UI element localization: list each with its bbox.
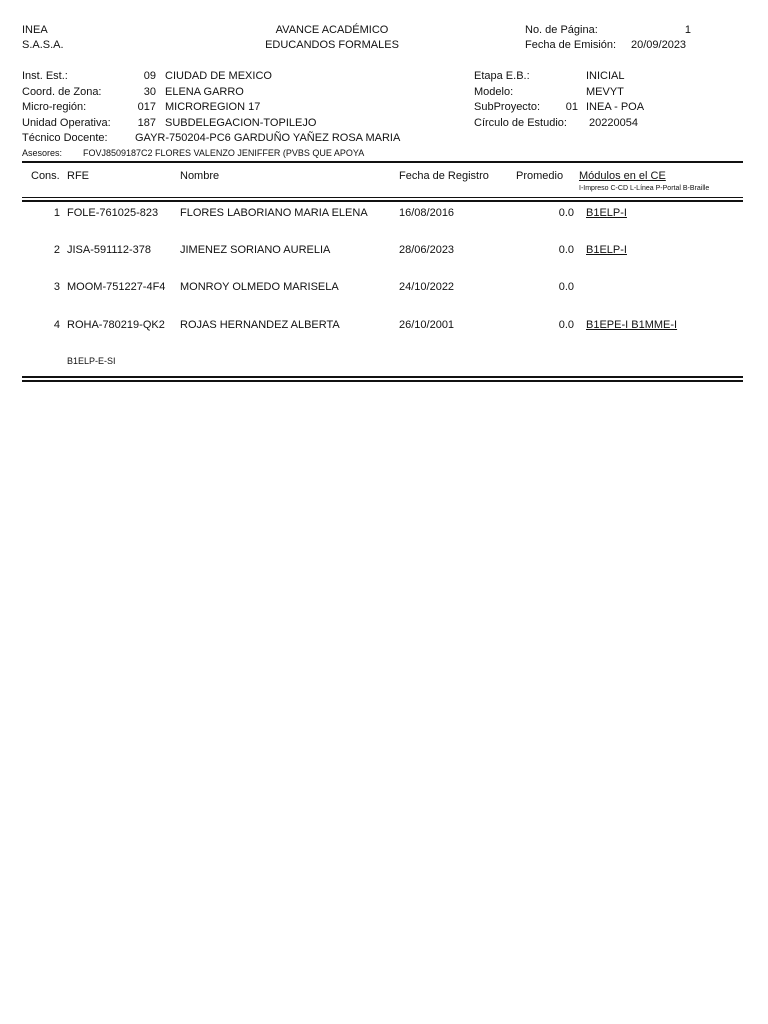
row-cons: 4 — [53, 319, 60, 331]
row-nombre: JIMENEZ SORIANO AURELIA — [180, 244, 331, 256]
sub-org-name: S.A.S.A. — [22, 39, 64, 51]
etapa-value: INICIAL — [586, 70, 625, 82]
header-top-rule — [22, 161, 743, 163]
row-rfe: FOLE-761025-823 — [67, 207, 159, 219]
col-promedio: Promedio — [516, 170, 564, 182]
row-rfe: MOOM-751227-4F4 — [67, 281, 166, 293]
coord-zona-value: ELENA GARRO — [165, 86, 244, 98]
col-modulos: Módulos en el CE — [579, 170, 666, 182]
row-promedio: 0.0 — [558, 281, 574, 293]
subproyecto-label: SubProyecto: — [474, 101, 541, 113]
row-fecha: 28/06/2023 — [399, 244, 455, 256]
page-number: 1 — [684, 24, 691, 36]
row-nombre: MONROY OLMEDO MARISELA — [180, 281, 339, 293]
row-fecha: 16/08/2016 — [399, 207, 455, 219]
row-footnote: B1ELP-E-SI — [67, 356, 116, 366]
subproyecto-value: INEA - POA — [586, 101, 645, 113]
footer-rule-1 — [22, 376, 743, 378]
inst-est-code: 09 — [143, 70, 156, 82]
row-nombre: ROJAS HERNANDEZ ALBERTA — [180, 319, 340, 331]
row-cons: 1 — [53, 207, 60, 219]
footer-rule-2 — [22, 380, 743, 382]
header-bottom-rule-2 — [22, 200, 743, 202]
tecnico-docente-value: GAYR-750204-PC6 GARDUÑO YAÑEZ ROSA MARIA — [135, 132, 401, 144]
row-promedio: 0.0 — [558, 244, 574, 256]
col-cons: Cons. — [31, 170, 60, 182]
micro-region-value: MICROREGION 17 — [165, 101, 261, 113]
inst-est-value: CIUDAD DE MEXICO — [165, 70, 272, 82]
report-title: AVANCE ACADÉMICO — [275, 24, 389, 36]
modelo-label: Modelo: — [474, 86, 514, 98]
col-rfe: RFE — [67, 170, 89, 182]
subproyecto-code: 01 — [565, 101, 578, 113]
row-modulos: B1ELP-I — [586, 207, 627, 219]
circulo-value: 20220054 — [589, 117, 638, 129]
row-rfe: ROHA-780219-QK2 — [67, 319, 165, 331]
issue-date-label: Fecha de Emisión: — [525, 39, 617, 51]
row-promedio: 0.0 — [558, 319, 574, 331]
unidad-operativa-value: SUBDELEGACION-TOPILEJO — [165, 117, 317, 129]
unidad-operativa-code: 187 — [137, 117, 156, 129]
asesores-label: Asesores: — [22, 148, 63, 158]
row-cons: 3 — [53, 281, 60, 293]
tecnico-docente-label: Técnico Docente: — [22, 132, 108, 144]
coord-zona-code: 30 — [143, 86, 156, 98]
col-nombre: Nombre — [180, 170, 220, 182]
col-modulos-legend: I-Impreso C-CD L-Línea P-Portal B-Braille — [579, 185, 710, 192]
issue-date: 20/09/2023 — [631, 39, 687, 51]
row-fecha: 26/10/2001 — [399, 319, 455, 331]
header-bottom-rule-1 — [22, 197, 743, 198]
row-modulos: B1EPE-I B1MME-I — [586, 319, 678, 331]
report-subtitle: EDUCANDOS FORMALES — [265, 39, 399, 51]
row-fecha: 24/10/2022 — [399, 281, 455, 293]
modelo-value: MEVYT — [586, 86, 624, 98]
etapa-label: Etapa E.B.: — [474, 70, 530, 82]
micro-region-code: 017 — [137, 101, 156, 113]
page-number-label: No. de Página: — [525, 24, 598, 36]
micro-region-label: Micro-región: — [22, 101, 87, 113]
circulo-label: Círculo de Estudio: — [474, 117, 567, 129]
col-fecha: Fecha de Registro — [399, 170, 489, 182]
org-name: INEA — [22, 24, 48, 36]
unidad-operativa-label: Unidad Operativa: — [22, 117, 111, 129]
asesores-value: FOVJ8509187C2 FLORES VALENZO JENIFFER (PVBS QUE APOYA — [83, 148, 365, 158]
row-modulos: B1ELP-I — [586, 244, 627, 256]
row-cons: 2 — [53, 244, 60, 256]
row-promedio: 0.0 — [558, 207, 574, 219]
inst-est-label: Inst. Est.: — [22, 70, 68, 82]
row-rfe: JISA-591112-378 — [67, 244, 151, 256]
row-nombre: FLORES LABORIANO MARIA ELENA — [180, 207, 368, 219]
coord-zona-label: Coord. de Zona: — [22, 86, 102, 98]
